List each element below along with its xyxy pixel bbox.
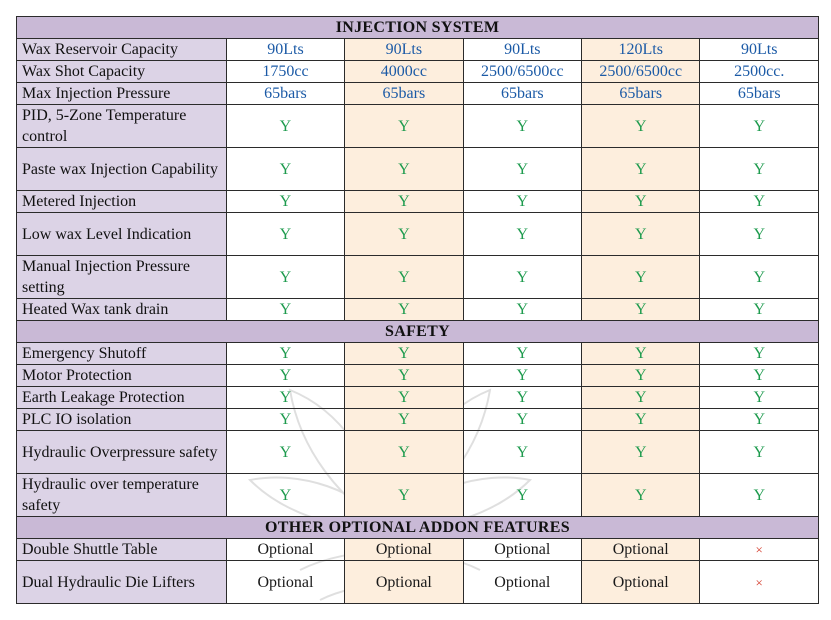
value-cell: Y — [345, 148, 463, 191]
value-cell: Y — [463, 365, 581, 387]
value-cell: 65bars — [463, 83, 581, 105]
table-row — [17, 213, 819, 256]
value-cell: Y — [463, 474, 581, 517]
value-cell: 4000cc — [345, 61, 463, 83]
section-header-row — [17, 517, 819, 539]
value-cell: Y — [345, 409, 463, 431]
table-row — [17, 539, 819, 561]
feature-label: Paste wax Injection Capability — [17, 148, 227, 191]
value-cell: Y — [582, 105, 700, 148]
value-cell: Y — [226, 409, 344, 431]
value-cell: Optional — [463, 561, 581, 604]
value-cell: Y — [226, 105, 344, 148]
section-header-row — [17, 17, 819, 39]
feature-label: Wax Shot Capacity — [17, 61, 227, 83]
value-cell: Y — [700, 343, 819, 365]
table-row — [17, 39, 819, 61]
table-row — [17, 61, 819, 83]
specification-table — [16, 16, 819, 604]
value-cell: Y — [582, 409, 700, 431]
feature-label: Double Shuttle Table — [17, 539, 227, 561]
section-title: INJECTION SYSTEM — [17, 17, 819, 39]
value-cell: Optional — [226, 561, 344, 604]
feature-label: Wax Reservoir Capacity — [17, 39, 227, 61]
table-row — [17, 365, 819, 387]
feature-label: Heated Wax tank drain — [17, 299, 227, 321]
value-cell: Y — [226, 474, 344, 517]
value-cell: Y — [463, 343, 581, 365]
value-cell: Y — [345, 213, 463, 256]
value-cell: Y — [700, 148, 819, 191]
value-cell: Y — [463, 256, 581, 299]
section-header-row — [17, 321, 819, 343]
value-cell: Y — [582, 387, 700, 409]
value-cell: Y — [226, 343, 344, 365]
specification-table-body — [17, 17, 819, 604]
feature-label: Metered Injection — [17, 191, 227, 213]
value-cell: 90Lts — [345, 39, 463, 61]
value-cell: 2500/6500cc — [582, 61, 700, 83]
section-title: OTHER OPTIONAL ADDON FEATURES — [17, 517, 819, 539]
value-cell: 90Lts — [700, 39, 819, 61]
value-cell: Y — [463, 299, 581, 321]
value-cell: Y — [226, 365, 344, 387]
feature-label: Manual Injection Pressure setting — [17, 256, 227, 299]
value-cell: Y — [226, 191, 344, 213]
value-cell: Y — [463, 409, 581, 431]
value-cell: 65bars — [345, 83, 463, 105]
value-cell: Y — [582, 299, 700, 321]
value-cell: Y — [345, 474, 463, 517]
value-cell: Y — [345, 431, 463, 474]
value-cell: Y — [463, 431, 581, 474]
value-cell: Y — [226, 148, 344, 191]
feature-label: Max Injection Pressure — [17, 83, 227, 105]
value-cell: Y — [582, 256, 700, 299]
value-cell: Y — [700, 213, 819, 256]
table-row — [17, 409, 819, 431]
value-cell: Y — [700, 256, 819, 299]
value-cell: Optional — [582, 539, 700, 561]
value-cell: Y — [345, 105, 463, 148]
not-available-mark: × — [700, 539, 819, 561]
value-cell: Y — [700, 474, 819, 517]
value-cell: Y — [700, 409, 819, 431]
value-cell: Y — [463, 148, 581, 191]
value-cell: Y — [345, 387, 463, 409]
value-cell: Y — [345, 365, 463, 387]
feature-label: Hydraulic Overpressure safety — [17, 431, 227, 474]
value-cell: Optional — [463, 539, 581, 561]
value-cell: Y — [582, 365, 700, 387]
table-row — [17, 148, 819, 191]
value-cell: Y — [463, 105, 581, 148]
value-cell: 65bars — [226, 83, 344, 105]
feature-label: PID, 5-Zone Temperature control — [17, 105, 227, 148]
feature-label: Hydraulic over temperature safety — [17, 474, 227, 517]
value-cell: Y — [700, 365, 819, 387]
value-cell: Y — [582, 431, 700, 474]
table-row — [17, 105, 819, 148]
value-cell: Y — [700, 105, 819, 148]
section-title: SAFETY — [17, 321, 819, 343]
value-cell: 65bars — [582, 83, 700, 105]
value-cell: Y — [226, 299, 344, 321]
value-cell: Y — [345, 256, 463, 299]
value-cell: Optional — [226, 539, 344, 561]
feature-label: PLC IO isolation — [17, 409, 227, 431]
value-cell: Y — [700, 299, 819, 321]
value-cell: Y — [700, 431, 819, 474]
feature-label: Motor Protection — [17, 365, 227, 387]
value-cell: Y — [582, 474, 700, 517]
value-cell: 2500cc. — [700, 61, 819, 83]
feature-label: Low wax Level Indication — [17, 213, 227, 256]
value-cell: Y — [345, 343, 463, 365]
table-row — [17, 256, 819, 299]
value-cell: Y — [226, 256, 344, 299]
value-cell: Y — [463, 213, 581, 256]
value-cell: Y — [345, 299, 463, 321]
value-cell: Optional — [582, 561, 700, 604]
table-row — [17, 561, 819, 604]
table-row — [17, 191, 819, 213]
feature-label: Earth Leakage Protection — [17, 387, 227, 409]
table-row — [17, 387, 819, 409]
value-cell: Optional — [345, 539, 463, 561]
value-cell: Y — [463, 387, 581, 409]
value-cell: 120Lts — [582, 39, 700, 61]
value-cell: 90Lts — [463, 39, 581, 61]
value-cell: Y — [226, 213, 344, 256]
value-cell: 65bars — [700, 83, 819, 105]
feature-label: Emergency Shutoff — [17, 343, 227, 365]
value-cell: Y — [582, 191, 700, 213]
value-cell: Y — [226, 387, 344, 409]
value-cell: Y — [700, 387, 819, 409]
table-row — [17, 299, 819, 321]
value-cell: 1750cc — [226, 61, 344, 83]
value-cell: 2500/6500cc — [463, 61, 581, 83]
value-cell: Y — [582, 343, 700, 365]
value-cell: 90Lts — [226, 39, 344, 61]
table-row — [17, 431, 819, 474]
value-cell: Optional — [345, 561, 463, 604]
value-cell: Y — [700, 191, 819, 213]
table-row — [17, 343, 819, 365]
table-row — [17, 474, 819, 517]
value-cell: Y — [345, 191, 463, 213]
value-cell: Y — [582, 213, 700, 256]
table-row — [17, 83, 819, 105]
not-available-mark: × — [700, 561, 819, 604]
value-cell: Y — [582, 148, 700, 191]
value-cell: Y — [463, 191, 581, 213]
value-cell: Y — [226, 431, 344, 474]
feature-label: Dual Hydraulic Die Lifters — [17, 561, 227, 604]
